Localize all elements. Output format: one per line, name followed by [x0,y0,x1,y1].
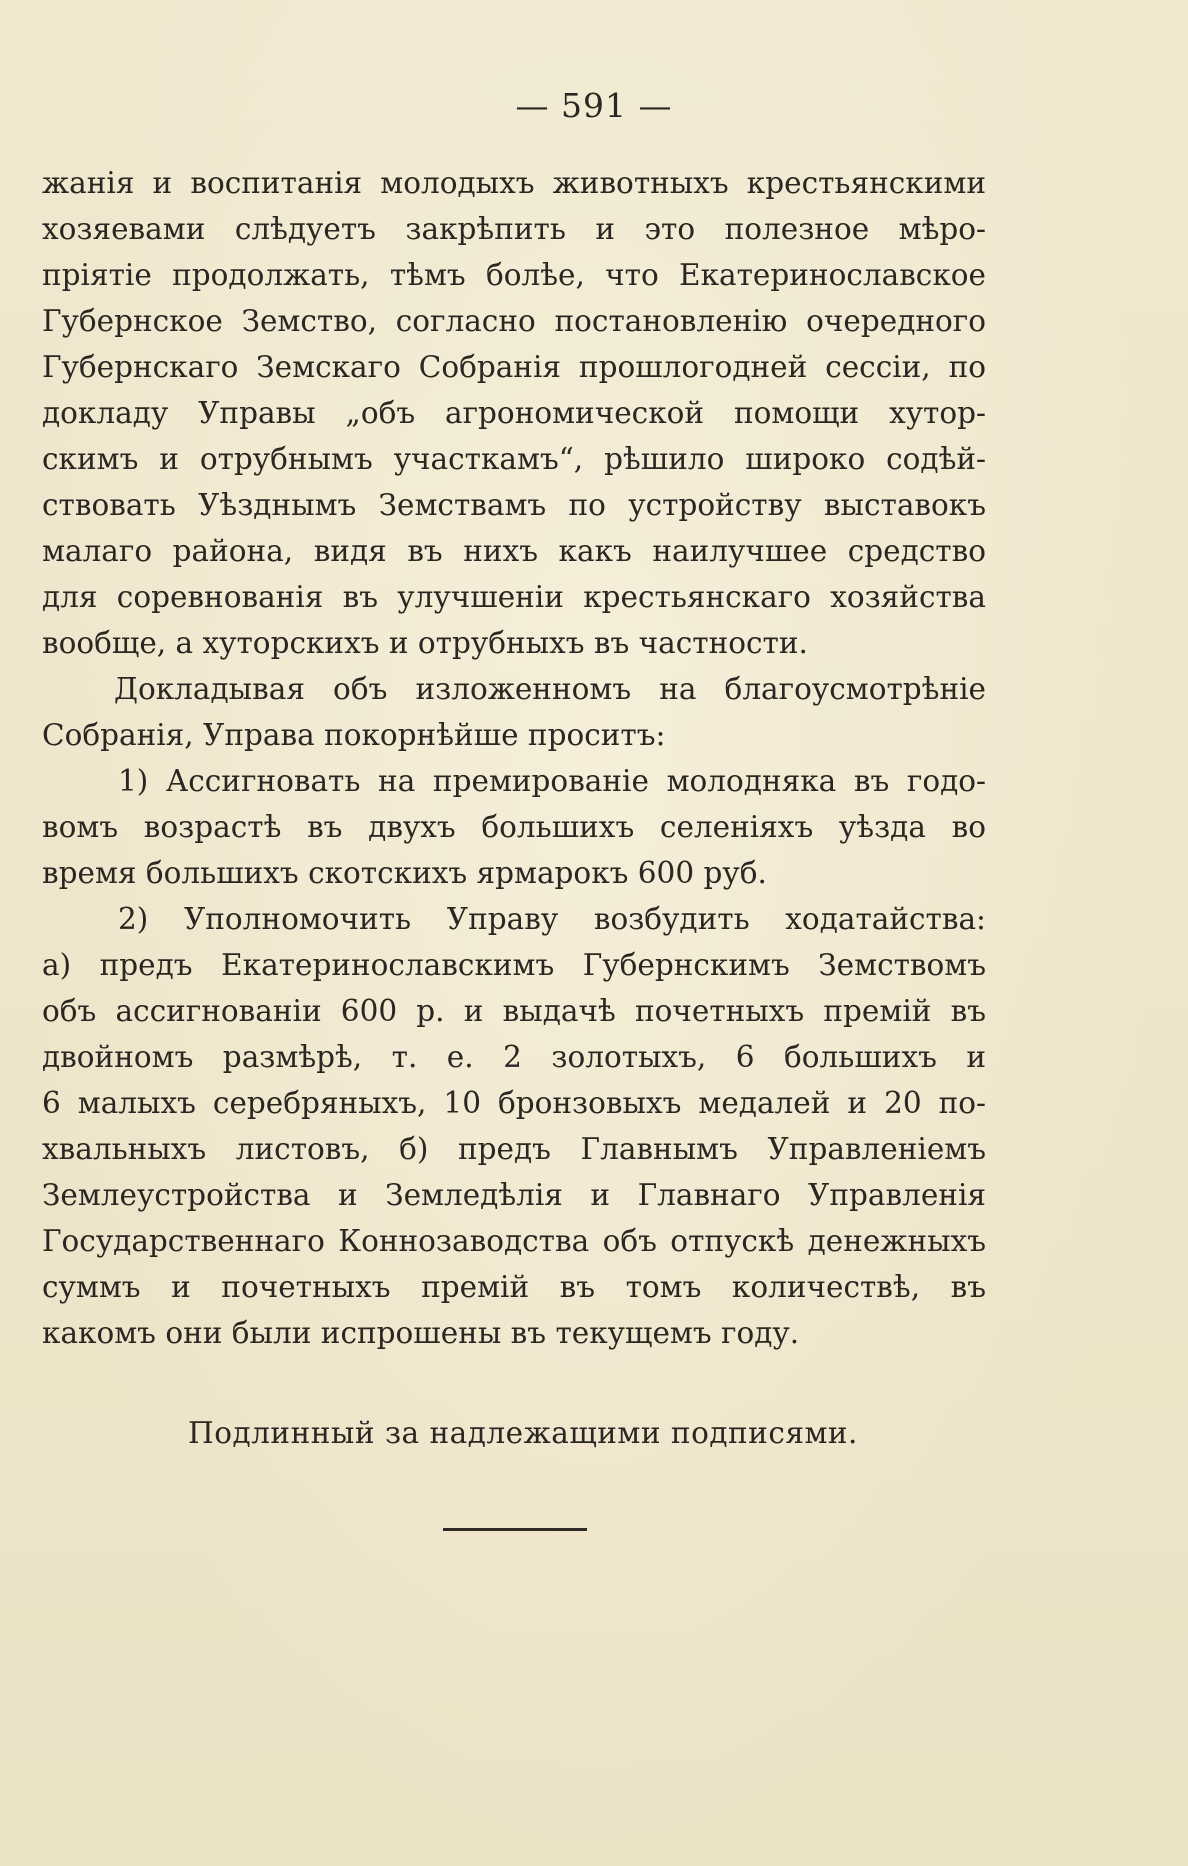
text-line: а) предъ Екатеринославскимъ Губернскимъ Земствомъ [42,948,986,982]
text-line: двойномъ размѣрѣ, т. е. 2 золотыхъ, 6 большихъ и [42,1040,986,1074]
text-line: суммъ и почетныхъ премій въ томъ количествѣ, въ [42,1270,986,1304]
text-line: хозяевами слѣдуетъ закрѣпить и это полезное мѣро- [42,212,986,246]
text-line: вомъ возрастѣ въ двухъ большихъ селеніяхъ уѣзда во [42,810,986,844]
text-line: малаго района, видя въ нихъ какъ наилучшее средство [42,534,986,568]
text-line: докладу Управы „объ агрономической помощи хутор- [42,396,986,430]
page-number: — 591 — [515,86,673,125]
text-line: Собранія, Управа покорнѣйше проситъ: [42,718,666,752]
text-line: Землеустройства и Земледѣлія и Главнаго Управленія [42,1178,986,1212]
text-line: Государственнаго Коннозаводства объ отпускѣ денежныхъ [42,1224,986,1258]
text-line: Губернскаго Земскаго Собранія прошлогодней сессіи, по [42,350,986,384]
body-text [42,160,986,1356]
text-line: пріятіе продолжать, тѣмъ болѣе, что Екатеринославское [42,258,986,292]
text-line: для соревнованія въ улучшеніи крестьянскаго хозяйства [42,580,986,614]
text-line: 2) Уполномочить Управу возбудить ходатайства: [118,902,986,936]
text-line: 1) Ассигновать на премированіе молодняка въ годо- [118,764,986,798]
text-line: ствовать Уѣзднымъ Земствамъ по устройству выставокъ [42,488,986,522]
text-line: скимъ и отрубнымъ участкамъ“, рѣшило широко содѣй- [42,442,986,476]
text-line: какомъ они были испрошены въ текущемъ году. [42,1316,800,1350]
end-rule [443,1528,587,1531]
signature-note: Подлинный за надлежащими подписями. [188,1416,858,1450]
text-line: Губернское Земство, согласно постановленію очередного [42,304,986,338]
text-line: жанія и воспитанія молодыхъ животныхъ крестьянскими [42,166,986,200]
text-line: хвальныхъ листовъ, б) предъ Главнымъ Управленіемъ [42,1132,986,1166]
text-line: 6 малыхъ серебряныхъ, 10 бронзовыхъ медалей и 20 по- [42,1086,986,1120]
text-line: время большихъ скотскихъ ярмарокъ 600 руб. [42,856,767,890]
text-line: Докладывая объ изложенномъ на благоусмотрѣніе [114,672,986,706]
text-line: объ ассигнованіи 600 р. и выдачѣ почетныхъ премій въ [42,994,986,1028]
text-line: вообще, а хуторскихъ и отрубныхъ въ частности. [42,626,808,660]
